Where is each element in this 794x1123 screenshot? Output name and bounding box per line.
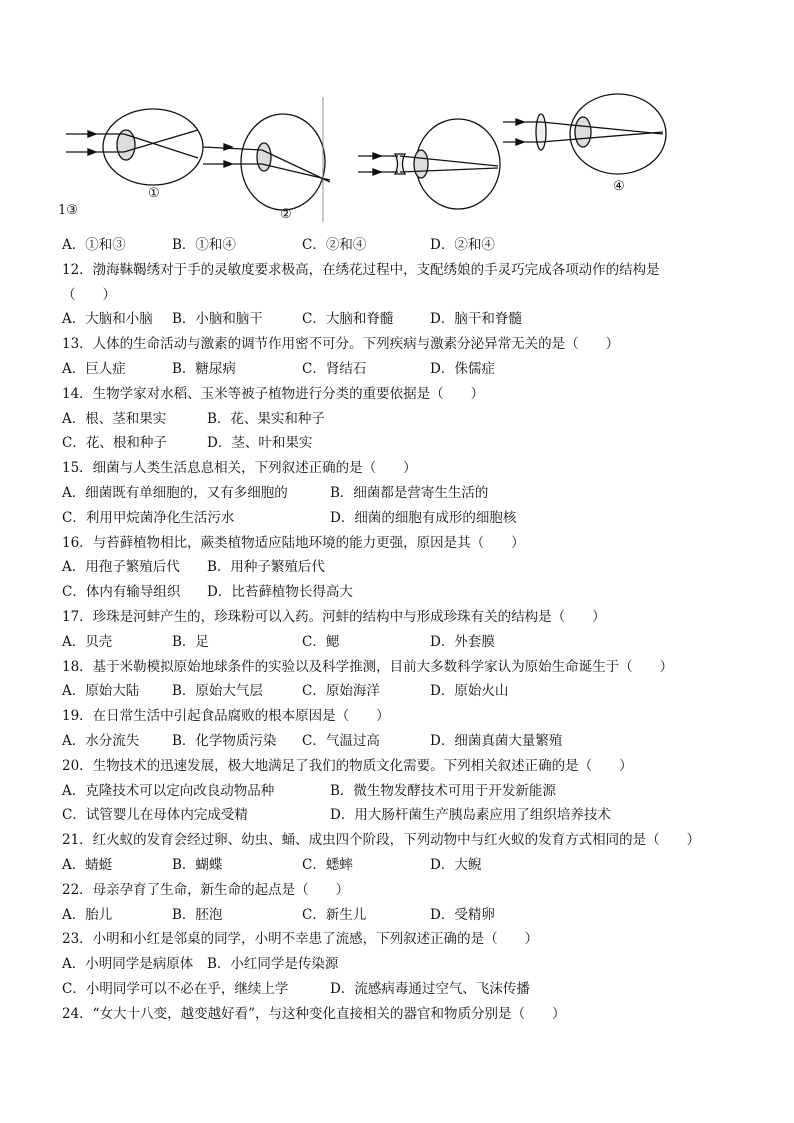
answer-option[interactable]: B．小脑和脑干 <box>172 311 263 328</box>
question-text: 17．珍珠是河蚌产生的，珍珠粉可以入药。河蚌的结构中与形成珍珠有关的结构是（ ） <box>62 608 606 625</box>
question-text: （ ） <box>62 286 116 303</box>
eye-label-1: ① <box>148 186 160 201</box>
question-text: 18．基于米勒模拟原始地球条件的实验以及科学推测，目前大多数科学家认为原始生命诞生于（ ） <box>62 658 674 675</box>
eye-diagram-1 <box>66 109 203 185</box>
answer-option[interactable]: A．水分流失 <box>62 732 140 749</box>
question-text: 16．与苔藓植物相比，蕨类植物适应陆地环境的能力更强，原因是其（ ） <box>62 534 525 551</box>
answer-option[interactable]: C．蟋蟀 <box>302 856 353 873</box>
answer-option[interactable]: D．用大肠杆菌生产胰岛素应用了组织培养技术 <box>330 807 611 824</box>
answer-option[interactable]: A．蜻蜓 <box>62 856 113 873</box>
answer-option[interactable]: D．外套膜 <box>430 633 495 650</box>
option-row <box>62 233 742 258</box>
option-row <box>62 431 742 456</box>
option-row <box>62 853 742 878</box>
answer-option[interactable]: D．②和④ <box>430 237 495 253</box>
question-list <box>62 233 742 1027</box>
answer-option[interactable]: D．原始火山 <box>430 683 509 700</box>
answer-option[interactable]: C．肾结石 <box>302 360 367 377</box>
eye-diagram-4 <box>503 94 666 174</box>
question-text: 21．红火蚁的发育会经过卵、幼虫、蛹、成虫四个阶段，下列动物中与红火蚁的发育方式相同的是（ ） <box>62 832 701 849</box>
answer-option[interactable]: B．用种子繁殖后代 <box>207 559 325 576</box>
answer-option[interactable]: B．糖尿病 <box>172 360 236 377</box>
answer-option[interactable]: D．流感病毒通过空气、飞沫传播 <box>330 980 530 997</box>
answer-option[interactable]: A．巨人症 <box>62 360 126 377</box>
eye-diagram-3 <box>358 119 500 209</box>
answer-option[interactable]: C．花、根和种子 <box>62 435 167 452</box>
option-row <box>62 977 742 1002</box>
answer-option[interactable]: B．足 <box>172 633 209 650</box>
answer-option[interactable]: A．大脑和小脑 <box>62 311 153 328</box>
answer-option[interactable]: D．大鲵 <box>430 856 482 873</box>
answer-option[interactable]: C．利用甲烷菌净化生活污水 <box>62 509 235 526</box>
option-row <box>62 630 742 655</box>
answer-option[interactable]: D．受精卵 <box>430 906 495 923</box>
answer-option[interactable]: B．①和④ <box>172 237 236 253</box>
answer-option[interactable]: C．小明同学可以不必在乎，继续上学 <box>62 980 289 997</box>
question-text: 14．生物学家对水稻、玉米等被子植物进行分类的重要依据是（ ） <box>62 385 485 402</box>
answer-option[interactable]: B．小红同学是传染源 <box>207 956 339 973</box>
answer-option[interactable]: C．气温过高 <box>302 732 380 749</box>
answer-option[interactable]: B．花、果实和种子 <box>207 410 325 427</box>
option-row <box>62 555 742 580</box>
question-text: 13．人体的生命活动与激素的调节作用密不可分。下列疾病与激素分泌异常无关的是（ ） <box>62 336 620 353</box>
question-text: 23．小明和小红是邻桌的同学，小明不幸患了流感，下列叙述正确的是（ ） <box>62 931 539 948</box>
answer-option[interactable]: C．大脑和脊髓 <box>302 311 394 328</box>
answer-option[interactable]: A．贝壳 <box>62 633 113 650</box>
answer-option[interactable]: D．侏儒症 <box>430 360 495 377</box>
answer-option[interactable]: B．胚泡 <box>172 906 223 923</box>
option-row <box>62 903 742 928</box>
answer-option[interactable]: D．比苔藓植物长得高大 <box>207 584 353 601</box>
option-row <box>62 952 742 977</box>
eye-label-2: ② <box>280 207 292 222</box>
question-text: 20．生物技术的迅速发展，极大地满足了我们的物质文化需要。下列相关叙述正确的是（ ） <box>62 757 633 774</box>
answer-option[interactable]: A．根、茎和果实 <box>62 410 167 427</box>
eye-diagram-2 <box>203 114 330 210</box>
answer-option[interactable]: B．微生物发酵技术可用于开发新能源 <box>330 782 556 799</box>
answer-option[interactable]: B．细菌都是营寄生生活的 <box>330 484 489 501</box>
option-row <box>62 506 742 531</box>
eye-diagrams-figure <box>58 92 698 227</box>
answer-option[interactable]: A．①和③ <box>62 237 126 253</box>
option-row <box>62 481 742 506</box>
option-row <box>62 679 742 704</box>
answer-option[interactable]: B．蝴蝶 <box>172 856 223 873</box>
answer-option[interactable]: A．细菌既有单细胞的，又有多细胞的 <box>62 484 288 501</box>
answer-option[interactable]: C．鳃 <box>302 633 340 650</box>
option-row <box>62 407 742 432</box>
question-text: 19．在日常生活中引起食品腐败的根本原因是（ ） <box>62 708 390 725</box>
answer-option[interactable]: A．克隆技术可以定向改良动物品种 <box>62 782 275 799</box>
question-text: 12．渤海靺鞨绣对于手的灵敏度要求极高，在绣花过程中，支配绣娘的手灵巧完成各项动作的结构是 <box>62 261 660 278</box>
answer-option[interactable]: B．化学物质污染 <box>172 732 277 749</box>
question-text: 24．“女大十八变，越变越好看”，与这种变化直接相关的器官和物质分别是（ ） <box>62 1005 566 1022</box>
answer-option[interactable]: C．体内有输导组织 <box>62 584 181 601</box>
question-text: 15．细菌与人类生活息息相关，下列叙述正确的是（ ） <box>62 460 417 477</box>
answer-option[interactable]: B．原始大气层 <box>172 683 263 700</box>
answer-option[interactable]: A．胎儿 <box>62 906 113 923</box>
option-row <box>62 307 742 332</box>
corner-mark: 1③ <box>58 203 78 218</box>
answer-option[interactable]: C．试管婴儿在母体内完成受精 <box>62 807 248 824</box>
answer-option[interactable]: D．脑干和脊髓 <box>430 311 522 328</box>
answer-option[interactable]: D．细菌的细胞有成形的细胞核 <box>330 509 517 526</box>
option-row <box>62 779 742 804</box>
answer-option[interactable]: D．茎、叶和果实 <box>207 435 313 452</box>
answer-option[interactable]: A．小明同学是病原体 <box>62 956 194 973</box>
option-row <box>62 580 742 605</box>
answer-option[interactable]: C．②和④ <box>302 237 367 253</box>
answer-option[interactable]: C．新生儿 <box>302 906 367 923</box>
question-text: 22．母亲孕育了生命，新生命的起点是（ ） <box>62 881 350 898</box>
eye-label-4: ④ <box>613 179 625 194</box>
option-row <box>62 729 742 754</box>
answer-option[interactable]: D．细菌真菌大量繁殖 <box>430 732 563 749</box>
option-row <box>62 803 742 828</box>
answer-option[interactable]: A．用孢子繁殖后代 <box>62 559 180 576</box>
option-row <box>62 357 742 382</box>
answer-option[interactable]: C．原始海洋 <box>302 683 380 700</box>
answer-option[interactable]: A．原始大陆 <box>62 683 140 700</box>
